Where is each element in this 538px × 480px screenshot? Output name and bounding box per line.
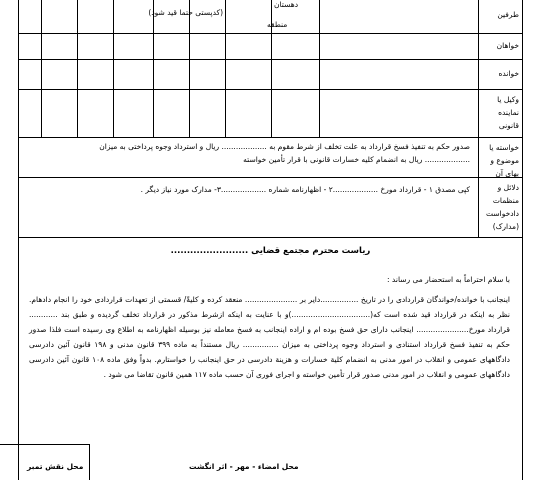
- plaintiff-row: [19, 34, 522, 60]
- claim-label: خواسته یا موضوع و بهای آن: [478, 138, 522, 177]
- claim-line-2: ................... ریال به انضمام کلیه خسارات قانونی با قرار تأمین خواسته: [243, 155, 470, 164]
- lawyer-label: وکیل یا نماینده قانونی: [478, 90, 522, 137]
- region-label: منطقه: [267, 20, 288, 29]
- evidence-row: [19, 178, 522, 238]
- claim-row: [19, 138, 522, 178]
- petition-body: اینجانب با خوانده/خواندگان قراردادی را در تاریخ ................دایر بر ...................... منعقد کرده و کلیةً/ قسمتی از تعهدات قراردادی خود را انجام دادهام. نظر به اینکه در قرارداد قید شده است که(.................................)و با عنایت به اینکه ازشرط مذکور در قرارداد تخلف گردیده و طبق بند ............ قرارداد مورخ...................... اینجانب دارای حق فسخ بوده ام و اراده اینجانب به فسخ معامله نیز بوسیله اظهارنامه به اطلاع وی رسیده است فلذا صدور حکم به تنفیذ فسخ قرارداد استنادی و استرداد وجوه پرداختی به میزان ............... ریال مستنداً به ماده ۳۹۹ قانون مدنی و ۱۹۸ قانون آئین دادرسی دادگاههای عمومی و انقلاب در امور مدنی به انضمام کلیة خسارات و هزینة دادرسی در حق اینجانب را خواستارم. بدواً وفق ماده ۱۰۸ قانون آئین دادرسی دادگاههای عمومی و انقلاب در امور مدنی صدور قرار تأمین خواسته و اجرای فوری آن حسب ماده ۱۱۷ همین قانون تقاضا می شود .: [29, 295, 511, 379]
- parties-row: [19, 0, 522, 34]
- greeting-text: با سلام احتراماً به استحضار می رساند :: [387, 275, 510, 284]
- evidence-label: دلائل و منظمات دادخواست (مدارک): [478, 178, 522, 237]
- stamp-place-label: محل نقش تمبر: [27, 462, 84, 471]
- dehestan-label: دهستان: [274, 0, 299, 9]
- evidence-line-1: کپی مصدق ۱ - قرارداد مورخ ...................۲ - اظهارنامه شماره ...................۳- مدارک مورد نیاز دیگر .: [140, 185, 470, 194]
- signature-place-label: محل امضاء - مهر - اثر انگشت: [189, 462, 299, 471]
- claim-line-1: صدور حکم به تنفیذ فسخ قرارداد به علت تخلف از شرط مقوم به ................... ریال و استرداد وجوه پرداختی به میزان: [99, 142, 470, 151]
- court-heading: ریاست محترم مجتمع قضایی ........................: [170, 246, 371, 256]
- postal-code-note: (کدپستی حتما قید شود): [148, 8, 223, 17]
- petition-form: [18, 0, 523, 480]
- defendant-row: [19, 60, 522, 90]
- plaintiff-label: خواهان: [478, 34, 522, 59]
- lawyer-row: [19, 90, 522, 138]
- stamp-box: [0, 444, 90, 480]
- parties-label: طرفین: [478, 0, 522, 33]
- defendant-label: خوانده: [478, 60, 522, 89]
